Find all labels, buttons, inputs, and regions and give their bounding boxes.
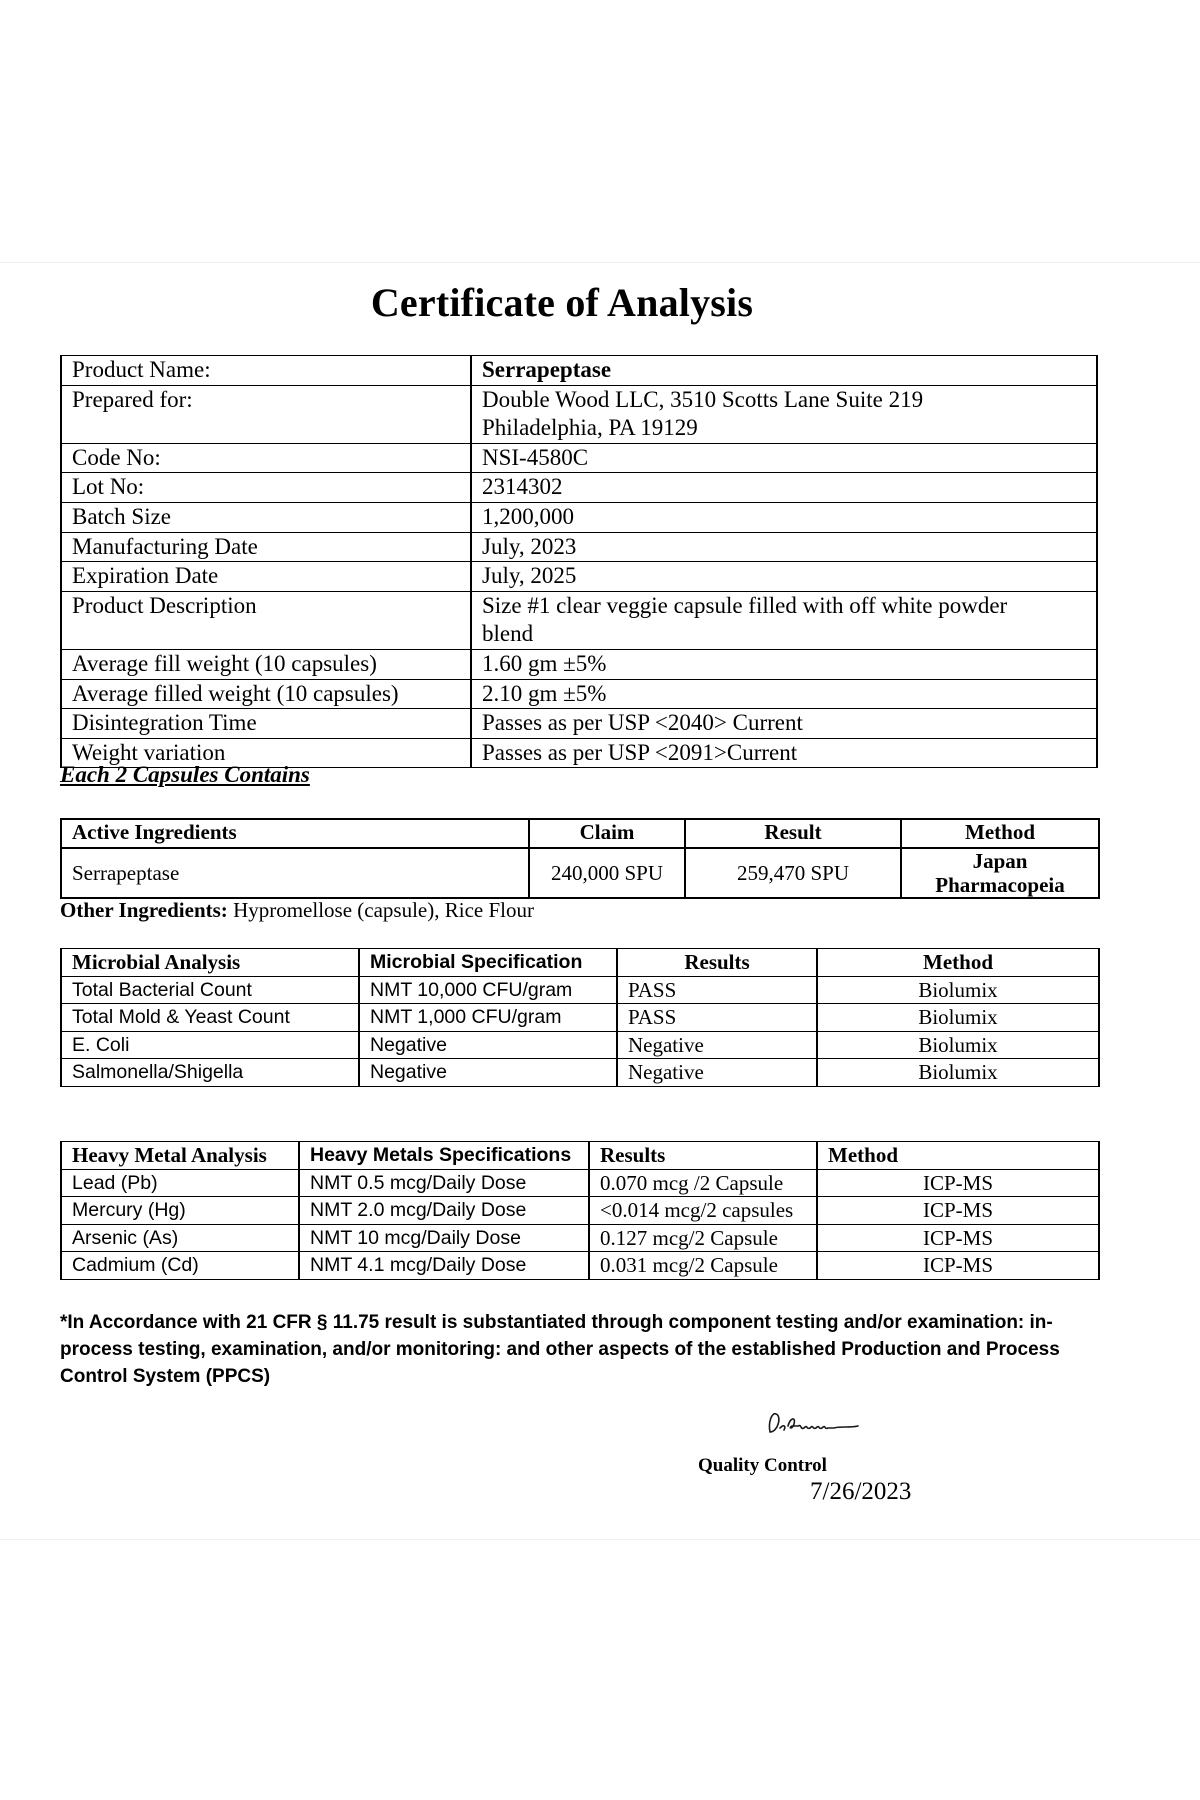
table-cell: ICP-MS (817, 1169, 1099, 1197)
info-row (61, 679, 1097, 709)
table-cell: Negative (617, 1059, 817, 1087)
info-row (61, 385, 1097, 443)
info-value: July, 2023 (471, 532, 1097, 562)
microbial-table (60, 948, 1100, 1087)
table-header-cell: Microbial Specification (359, 949, 617, 977)
table-row (61, 1252, 1099, 1280)
table-cell: PASS (617, 1004, 817, 1032)
table-cell: NMT 4.1 mcg/Daily Dose (299, 1252, 589, 1280)
info-row (61, 356, 1097, 386)
info-row (61, 532, 1097, 562)
info-label: Lot No: (61, 473, 471, 503)
table-cell: Biolumix (817, 1059, 1099, 1087)
table-header-row (61, 949, 1099, 977)
info-value: Double Wood LLC, 3510 Scotts Lane Suite 219 Philadelphia, PA 19129 (471, 385, 1097, 443)
table-cell: PASS (617, 976, 817, 1004)
header-active-ingredients: Active Ingredients (61, 819, 529, 848)
info-row (61, 443, 1097, 473)
table-cell: 0.070 mcg /2 Capsule (589, 1169, 817, 1197)
table-row (61, 1031, 1099, 1059)
info-label: Average filled weight (10 capsules) (61, 679, 471, 709)
info-row (61, 502, 1097, 532)
table-header-row (61, 819, 1099, 848)
info-label: Disintegration Time (61, 709, 471, 739)
table-header-cell: Microbial Analysis (61, 949, 359, 977)
active-ingredients-table (60, 818, 1100, 899)
each-capsules-heading: Each 2 Capsules Contains (60, 762, 310, 787)
table-cell: E. Coli (61, 1031, 359, 1059)
info-value: Passes as per USP <2091>Current (471, 738, 1097, 768)
info-value: 1,200,000 (471, 502, 1097, 532)
table-cell: Biolumix (817, 1031, 1099, 1059)
info-row (61, 591, 1097, 649)
table-header-cell: Heavy Metals Specifications (299, 1142, 589, 1170)
info-value: July, 2025 (471, 562, 1097, 592)
info-label: Average fill weight (10 capsules) (61, 649, 471, 679)
table-header-cell: Method (817, 949, 1099, 977)
table-cell: Arsenic (As) (61, 1224, 299, 1252)
claim-cell: 240,000 SPU (529, 848, 685, 898)
other-ingredients-value: Hypromellose (capsule), Rice Flour (227, 898, 534, 922)
info-label: Manufacturing Date (61, 532, 471, 562)
table-cell: ICP-MS (817, 1224, 1099, 1252)
info-value: 2314302 (471, 473, 1097, 503)
table-row (61, 1224, 1099, 1252)
table-cell: Biolumix (817, 1004, 1099, 1032)
info-value: Passes as per USP <2040> Current (471, 709, 1097, 739)
info-label: Batch Size (61, 502, 471, 532)
table-cell: NMT 2.0 mcg/Daily Dose (299, 1197, 589, 1225)
table-cell: Lead (Pb) (61, 1169, 299, 1197)
info-label: Expiration Date (61, 562, 471, 592)
quality-control-label: Quality Control (698, 1455, 827, 1476)
table-cell: Total Bacterial Count (61, 976, 359, 1004)
table-cell: ICP-MS (817, 1252, 1099, 1280)
table-cell: Mercury (Hg) (61, 1197, 299, 1225)
table-cell: Negative (617, 1031, 817, 1059)
table-cell: NMT 1,000 CFU/gram (359, 1004, 617, 1032)
table-cell: Total Mold & Yeast Count (61, 1004, 359, 1032)
table-cell: Negative (359, 1031, 617, 1059)
info-row (61, 709, 1097, 739)
table-row (61, 1197, 1099, 1225)
heavy-metal-table (60, 1141, 1100, 1280)
info-row (61, 562, 1097, 592)
header-result: Result (685, 819, 901, 848)
table-cell: 0.127 mcg/2 Capsule (589, 1224, 817, 1252)
table-row (61, 1059, 1099, 1087)
table-row (61, 848, 1099, 898)
table-cell: NMT 0.5 mcg/Daily Dose (299, 1169, 589, 1197)
table-cell: Negative (359, 1059, 617, 1087)
info-label: Prepared for: (61, 385, 471, 443)
table-cell: 0.031 mcg/2 Capsule (589, 1252, 817, 1280)
page-title: Certificate of Analysis (370, 280, 754, 325)
footnote: *In Accordance with 21 CFR § 11.75 result is substantiated through component testing and/or examination: in-process testing, examination, and/or monitoring: and other aspects of the established Production and Process Control System (PPCS) (60, 1312, 1060, 1387)
info-label: Product Description (61, 591, 471, 649)
table-cell: Cadmium (Cd) (61, 1252, 299, 1280)
info-value: Size #1 clear veggie capsule filled with off white powder blend (471, 591, 1097, 649)
table-cell: Biolumix (817, 976, 1099, 1004)
table-header-cell: Method (817, 1142, 1099, 1170)
table-header-row (61, 1142, 1099, 1170)
info-label: Code No: (61, 443, 471, 473)
table-cell: ICP-MS (817, 1197, 1099, 1225)
table-cell: Salmonella/Shigella (61, 1059, 359, 1087)
info-row (61, 649, 1097, 679)
table-cell: NMT 10 mcg/Daily Dose (299, 1224, 589, 1252)
ingredient-cell: Serrapeptase (61, 848, 529, 898)
table-cell: <0.014 mcg/2 capsules (589, 1197, 817, 1225)
signature (762, 1404, 872, 1440)
method-cell: Japan Pharmacopeia (901, 848, 1099, 898)
header-method: Method (901, 819, 1099, 848)
table-row (61, 976, 1099, 1004)
info-value: 2.10 gm ±5% (471, 679, 1097, 709)
table-header-cell: Results (589, 1142, 817, 1170)
info-value: NSI-4580C (471, 443, 1097, 473)
info-row (61, 473, 1097, 503)
info-value: Serrapeptase (471, 356, 1097, 386)
info-value: 1.60 gm ±5% (471, 649, 1097, 679)
header-claim: Claim (529, 819, 685, 848)
table-cell: NMT 10,000 CFU/gram (359, 976, 617, 1004)
table-header-cell: Results (617, 949, 817, 977)
table-row (61, 1004, 1099, 1032)
result-cell: 259,470 SPU (685, 848, 901, 898)
other-ingredients (60, 898, 534, 923)
product-info-table (60, 355, 1098, 768)
signature-date: 7/26/2023 (810, 1478, 912, 1505)
table-row (61, 1169, 1099, 1197)
info-label: Weight variation (61, 738, 471, 768)
other-ingredients-label: Other Ingredients: (60, 898, 228, 922)
table-header-cell: Heavy Metal Analysis (61, 1142, 299, 1170)
info-label: Product Name: (61, 356, 471, 386)
